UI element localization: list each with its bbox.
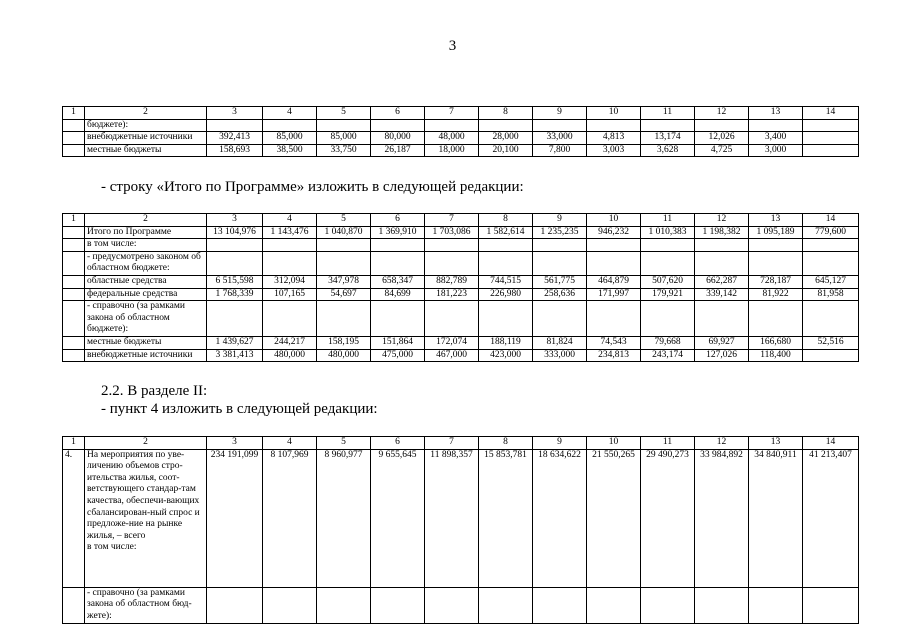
column-header: 11 bbox=[641, 437, 695, 450]
value-cell: 1 439,627 bbox=[207, 337, 263, 350]
value-cell: 79,668 bbox=[641, 337, 695, 350]
value-cell: 158,693 bbox=[207, 144, 263, 157]
value-cell: 3,000 bbox=[749, 144, 803, 157]
value-cell bbox=[425, 301, 479, 337]
column-header: 9 bbox=[533, 107, 587, 120]
value-cell: 561,775 bbox=[533, 275, 587, 288]
value-cell: 946,232 bbox=[587, 226, 641, 239]
value-cell bbox=[587, 119, 641, 132]
row-number-cell bbox=[63, 144, 85, 157]
value-cell: 392,413 bbox=[207, 132, 263, 145]
value-cell bbox=[533, 251, 587, 275]
row-label-cell: Итого по Программе bbox=[85, 226, 207, 239]
column-header: 13 bbox=[749, 107, 803, 120]
value-cell bbox=[263, 587, 317, 623]
value-cell: 33 984,892 bbox=[695, 449, 749, 587]
value-cell: 882,789 bbox=[425, 275, 479, 288]
value-cell: 41 213,407 bbox=[803, 449, 859, 587]
value-cell bbox=[479, 239, 533, 252]
column-header: 14 bbox=[803, 214, 859, 227]
value-cell: 1 095,189 bbox=[749, 226, 803, 239]
value-cell bbox=[749, 301, 803, 337]
table-row bbox=[63, 251, 859, 275]
value-cell bbox=[695, 587, 749, 623]
column-header: 1 bbox=[63, 107, 85, 120]
column-header: 8 bbox=[479, 437, 533, 450]
value-cell: 81,958 bbox=[803, 288, 859, 301]
row-label-cell: федеральные средства bbox=[85, 288, 207, 301]
row-number-cell: 4. bbox=[63, 449, 85, 587]
value-cell: 38,500 bbox=[263, 144, 317, 157]
value-cell bbox=[371, 251, 425, 275]
value-cell bbox=[263, 239, 317, 252]
value-cell bbox=[533, 239, 587, 252]
value-cell: 171,997 bbox=[587, 288, 641, 301]
value-cell: 69,927 bbox=[695, 337, 749, 350]
value-cell: 151,864 bbox=[371, 337, 425, 350]
value-cell: 3,003 bbox=[587, 144, 641, 157]
row-label-cell: в том числе: bbox=[85, 239, 207, 252]
value-cell: 4,725 bbox=[695, 144, 749, 157]
value-cell bbox=[263, 251, 317, 275]
value-cell bbox=[263, 301, 317, 337]
value-cell: 1 143,476 bbox=[263, 226, 317, 239]
value-cell bbox=[207, 251, 263, 275]
table-row bbox=[63, 587, 859, 623]
row-number-cell bbox=[63, 288, 85, 301]
value-cell: 12,026 bbox=[695, 132, 749, 145]
paragraph-section-2: 2.2. В разделе II: bbox=[101, 383, 208, 399]
table-row bbox=[63, 449, 859, 587]
value-cell bbox=[749, 239, 803, 252]
value-cell bbox=[641, 239, 695, 252]
column-header: 9 bbox=[533, 214, 587, 227]
value-cell: 464,879 bbox=[587, 275, 641, 288]
budget-table-program-total bbox=[62, 213, 859, 362]
column-header: 4 bbox=[263, 214, 317, 227]
row-number-cell bbox=[63, 239, 85, 252]
column-header: 7 bbox=[425, 437, 479, 450]
value-cell: 33,000 bbox=[533, 132, 587, 145]
value-cell bbox=[425, 239, 479, 252]
column-header: 13 bbox=[749, 214, 803, 227]
value-cell bbox=[695, 301, 749, 337]
value-cell: 26,187 bbox=[371, 144, 425, 157]
value-cell: 107,165 bbox=[263, 288, 317, 301]
value-cell bbox=[749, 119, 803, 132]
table-row bbox=[63, 275, 859, 288]
value-cell bbox=[803, 587, 859, 623]
column-header: 12 bbox=[695, 214, 749, 227]
value-cell: 85,000 bbox=[263, 132, 317, 145]
value-cell bbox=[479, 119, 533, 132]
row-label-cell: На мероприятия по уве-личению объемов стро-ительства жилья, соот-ветствующего стандар-там качества, обеспечи-вающих сбалансирован-ный спрос и предложе-ние на рынке жилья, – всего в том числе: bbox=[85, 449, 207, 587]
value-cell: 6 515,598 bbox=[207, 275, 263, 288]
value-cell: 1 369,910 bbox=[371, 226, 425, 239]
value-cell bbox=[263, 119, 317, 132]
value-cell bbox=[371, 119, 425, 132]
value-cell bbox=[587, 301, 641, 337]
value-cell bbox=[317, 119, 371, 132]
value-cell: 3,400 bbox=[749, 132, 803, 145]
value-cell: 744,515 bbox=[479, 275, 533, 288]
value-cell: 312,094 bbox=[263, 275, 317, 288]
column-header: 4 bbox=[263, 107, 317, 120]
value-cell bbox=[695, 239, 749, 252]
value-cell bbox=[207, 119, 263, 132]
column-header: 5 bbox=[317, 437, 371, 450]
column-header: 11 bbox=[641, 214, 695, 227]
value-cell bbox=[425, 587, 479, 623]
value-cell bbox=[641, 251, 695, 275]
column-header: 9 bbox=[533, 437, 587, 450]
table-row bbox=[63, 349, 859, 362]
column-header: 6 bbox=[371, 107, 425, 120]
value-cell bbox=[479, 587, 533, 623]
row-number-cell bbox=[63, 226, 85, 239]
value-cell: 1 040,870 bbox=[317, 226, 371, 239]
row-label-cell: - справочно (за рамками закона об областном бюджете): bbox=[85, 301, 207, 337]
value-cell: 80,000 bbox=[371, 132, 425, 145]
column-header: 12 bbox=[695, 107, 749, 120]
value-cell bbox=[587, 239, 641, 252]
column-header: 1 bbox=[63, 214, 85, 227]
value-cell: 3,628 bbox=[641, 144, 695, 157]
value-cell: 1 235,235 bbox=[533, 226, 587, 239]
value-cell: 158,195 bbox=[317, 337, 371, 350]
value-cell: 18,000 bbox=[425, 144, 479, 157]
column-header: 11 bbox=[641, 107, 695, 120]
table-row bbox=[63, 132, 859, 145]
column-header: 8 bbox=[479, 214, 533, 227]
value-cell: 244,217 bbox=[263, 337, 317, 350]
value-cell: 658,347 bbox=[371, 275, 425, 288]
column-header-row bbox=[63, 214, 859, 227]
table-row bbox=[63, 288, 859, 301]
page-number: 3 bbox=[448, 38, 457, 54]
value-cell bbox=[803, 301, 859, 337]
column-header-row bbox=[63, 107, 859, 120]
row-label-cell: - справочно (за рамками закона об областном бюд-жете): bbox=[85, 587, 207, 623]
table-row bbox=[63, 226, 859, 239]
value-cell: 7,800 bbox=[533, 144, 587, 157]
value-cell: 8 107,969 bbox=[263, 449, 317, 587]
column-header: 5 bbox=[317, 107, 371, 120]
column-header: 7 bbox=[425, 214, 479, 227]
row-number-cell bbox=[63, 587, 85, 623]
row-number-cell bbox=[63, 301, 85, 337]
value-cell bbox=[207, 301, 263, 337]
column-header: 12 bbox=[695, 437, 749, 450]
value-cell: 1 582,614 bbox=[479, 226, 533, 239]
value-cell bbox=[207, 239, 263, 252]
column-header: 1 bbox=[63, 437, 85, 450]
value-cell bbox=[641, 587, 695, 623]
value-cell: 181,223 bbox=[425, 288, 479, 301]
row-label-cell: внебюджетные источники bbox=[85, 132, 207, 145]
value-cell: 507,620 bbox=[641, 275, 695, 288]
value-cell: 8 960,977 bbox=[317, 449, 371, 587]
value-cell: 34 840,911 bbox=[749, 449, 803, 587]
value-cell: 1 768,339 bbox=[207, 288, 263, 301]
value-cell: 18 634,622 bbox=[533, 449, 587, 587]
value-cell: 779,600 bbox=[803, 226, 859, 239]
value-cell: 480,000 bbox=[317, 349, 371, 362]
value-cell bbox=[803, 239, 859, 252]
value-cell: 13,174 bbox=[641, 132, 695, 145]
table-row bbox=[63, 119, 859, 132]
value-cell: 3 381,413 bbox=[207, 349, 263, 362]
row-label-cell: внебюджетные источники bbox=[85, 349, 207, 362]
value-cell bbox=[641, 301, 695, 337]
value-cell: 728,187 bbox=[749, 275, 803, 288]
column-header: 2 bbox=[85, 107, 207, 120]
column-header: 6 bbox=[371, 214, 425, 227]
value-cell bbox=[533, 301, 587, 337]
value-cell: 84,699 bbox=[371, 288, 425, 301]
value-cell bbox=[317, 239, 371, 252]
row-number-cell bbox=[63, 251, 85, 275]
value-cell bbox=[533, 119, 587, 132]
value-cell: 234 191,099 bbox=[207, 449, 263, 587]
value-cell: 243,174 bbox=[641, 349, 695, 362]
value-cell bbox=[317, 301, 371, 337]
table-row bbox=[63, 144, 859, 157]
value-cell: 21 550,265 bbox=[587, 449, 641, 587]
value-cell: 81,922 bbox=[749, 288, 803, 301]
value-cell bbox=[803, 349, 859, 362]
row-label-cell: областные средства bbox=[85, 275, 207, 288]
table-row bbox=[63, 337, 859, 350]
budget-table-item-4 bbox=[62, 436, 859, 624]
value-cell: 188,119 bbox=[479, 337, 533, 350]
column-header: 3 bbox=[207, 437, 263, 450]
value-cell bbox=[695, 251, 749, 275]
row-number-cell bbox=[63, 275, 85, 288]
value-cell: 662,287 bbox=[695, 275, 749, 288]
value-cell: 226,980 bbox=[479, 288, 533, 301]
value-cell: 118,400 bbox=[749, 349, 803, 362]
value-cell: 339,142 bbox=[695, 288, 749, 301]
budget-table-sources bbox=[62, 106, 859, 157]
column-header: 14 bbox=[803, 437, 859, 450]
value-cell bbox=[695, 119, 749, 132]
value-cell bbox=[479, 301, 533, 337]
value-cell: 28,000 bbox=[479, 132, 533, 145]
value-cell bbox=[479, 251, 533, 275]
value-cell bbox=[533, 587, 587, 623]
value-cell bbox=[425, 251, 479, 275]
value-cell: 234,813 bbox=[587, 349, 641, 362]
value-cell bbox=[371, 301, 425, 337]
value-cell bbox=[317, 587, 371, 623]
value-cell bbox=[803, 144, 859, 157]
row-number-cell bbox=[63, 132, 85, 145]
column-header: 10 bbox=[587, 437, 641, 450]
value-cell: 333,000 bbox=[533, 349, 587, 362]
paragraph-item-4: - пункт 4 изложить в следующей редакции: bbox=[101, 401, 378, 417]
value-cell: 1 703,086 bbox=[425, 226, 479, 239]
value-cell: 11 898,357 bbox=[425, 449, 479, 587]
value-cell: 179,921 bbox=[641, 288, 695, 301]
value-cell bbox=[425, 119, 479, 132]
value-cell: 1 010,383 bbox=[641, 226, 695, 239]
row-label-cell: - предусмотрено законом об областном бюджете: bbox=[85, 251, 207, 275]
value-cell: 48,000 bbox=[425, 132, 479, 145]
column-header: 13 bbox=[749, 437, 803, 450]
value-cell: 347,978 bbox=[317, 275, 371, 288]
value-cell: 258,636 bbox=[533, 288, 587, 301]
column-header: 8 bbox=[479, 107, 533, 120]
column-header: 5 bbox=[317, 214, 371, 227]
value-cell bbox=[749, 251, 803, 275]
value-cell: 33,750 bbox=[317, 144, 371, 157]
value-cell: 166,680 bbox=[749, 337, 803, 350]
value-cell: 9 655,645 bbox=[371, 449, 425, 587]
value-cell bbox=[803, 251, 859, 275]
value-cell bbox=[803, 132, 859, 145]
column-header: 4 bbox=[263, 437, 317, 450]
value-cell bbox=[207, 587, 263, 623]
column-header: 7 bbox=[425, 107, 479, 120]
value-cell: 423,000 bbox=[479, 349, 533, 362]
row-number-cell bbox=[63, 119, 85, 132]
value-cell bbox=[371, 239, 425, 252]
value-cell: 467,000 bbox=[425, 349, 479, 362]
column-header: 10 bbox=[587, 107, 641, 120]
column-header: 10 bbox=[587, 214, 641, 227]
value-cell bbox=[317, 251, 371, 275]
value-cell: 52,516 bbox=[803, 337, 859, 350]
value-cell: 74,543 bbox=[587, 337, 641, 350]
value-cell bbox=[371, 587, 425, 623]
value-cell: 15 853,781 bbox=[479, 449, 533, 587]
table-row bbox=[63, 239, 859, 252]
value-cell: 20,100 bbox=[479, 144, 533, 157]
column-header: 14 bbox=[803, 107, 859, 120]
value-cell: 645,127 bbox=[803, 275, 859, 288]
value-cell: 54,697 bbox=[317, 288, 371, 301]
value-cell bbox=[641, 119, 695, 132]
value-cell: 85,000 bbox=[317, 132, 371, 145]
value-cell: 172,074 bbox=[425, 337, 479, 350]
column-header: 3 bbox=[207, 214, 263, 227]
value-cell bbox=[803, 119, 859, 132]
paragraph-total-program: - строку «Итого по Программе» изложить в следующей редакции: bbox=[101, 179, 524, 195]
value-cell: 81,824 bbox=[533, 337, 587, 350]
row-label-cell: местные бюджеты bbox=[85, 337, 207, 350]
value-cell bbox=[749, 587, 803, 623]
value-cell: 29 490,273 bbox=[641, 449, 695, 587]
table-row bbox=[63, 301, 859, 337]
row-label-cell: бюджете): bbox=[85, 119, 207, 132]
value-cell: 4,813 bbox=[587, 132, 641, 145]
column-header-row bbox=[63, 437, 859, 450]
value-cell bbox=[587, 587, 641, 623]
row-label-cell: местные бюджеты bbox=[85, 144, 207, 157]
value-cell: 480,000 bbox=[263, 349, 317, 362]
value-cell: 127,026 bbox=[695, 349, 749, 362]
column-header: 6 bbox=[371, 437, 425, 450]
value-cell bbox=[587, 251, 641, 275]
row-number-cell bbox=[63, 337, 85, 350]
column-header: 2 bbox=[85, 437, 207, 450]
column-header: 2 bbox=[85, 214, 207, 227]
row-number-cell bbox=[63, 349, 85, 362]
value-cell: 1 198,382 bbox=[695, 226, 749, 239]
value-cell: 13 104,976 bbox=[207, 226, 263, 239]
value-cell: 475,000 bbox=[371, 349, 425, 362]
column-header: 3 bbox=[207, 107, 263, 120]
